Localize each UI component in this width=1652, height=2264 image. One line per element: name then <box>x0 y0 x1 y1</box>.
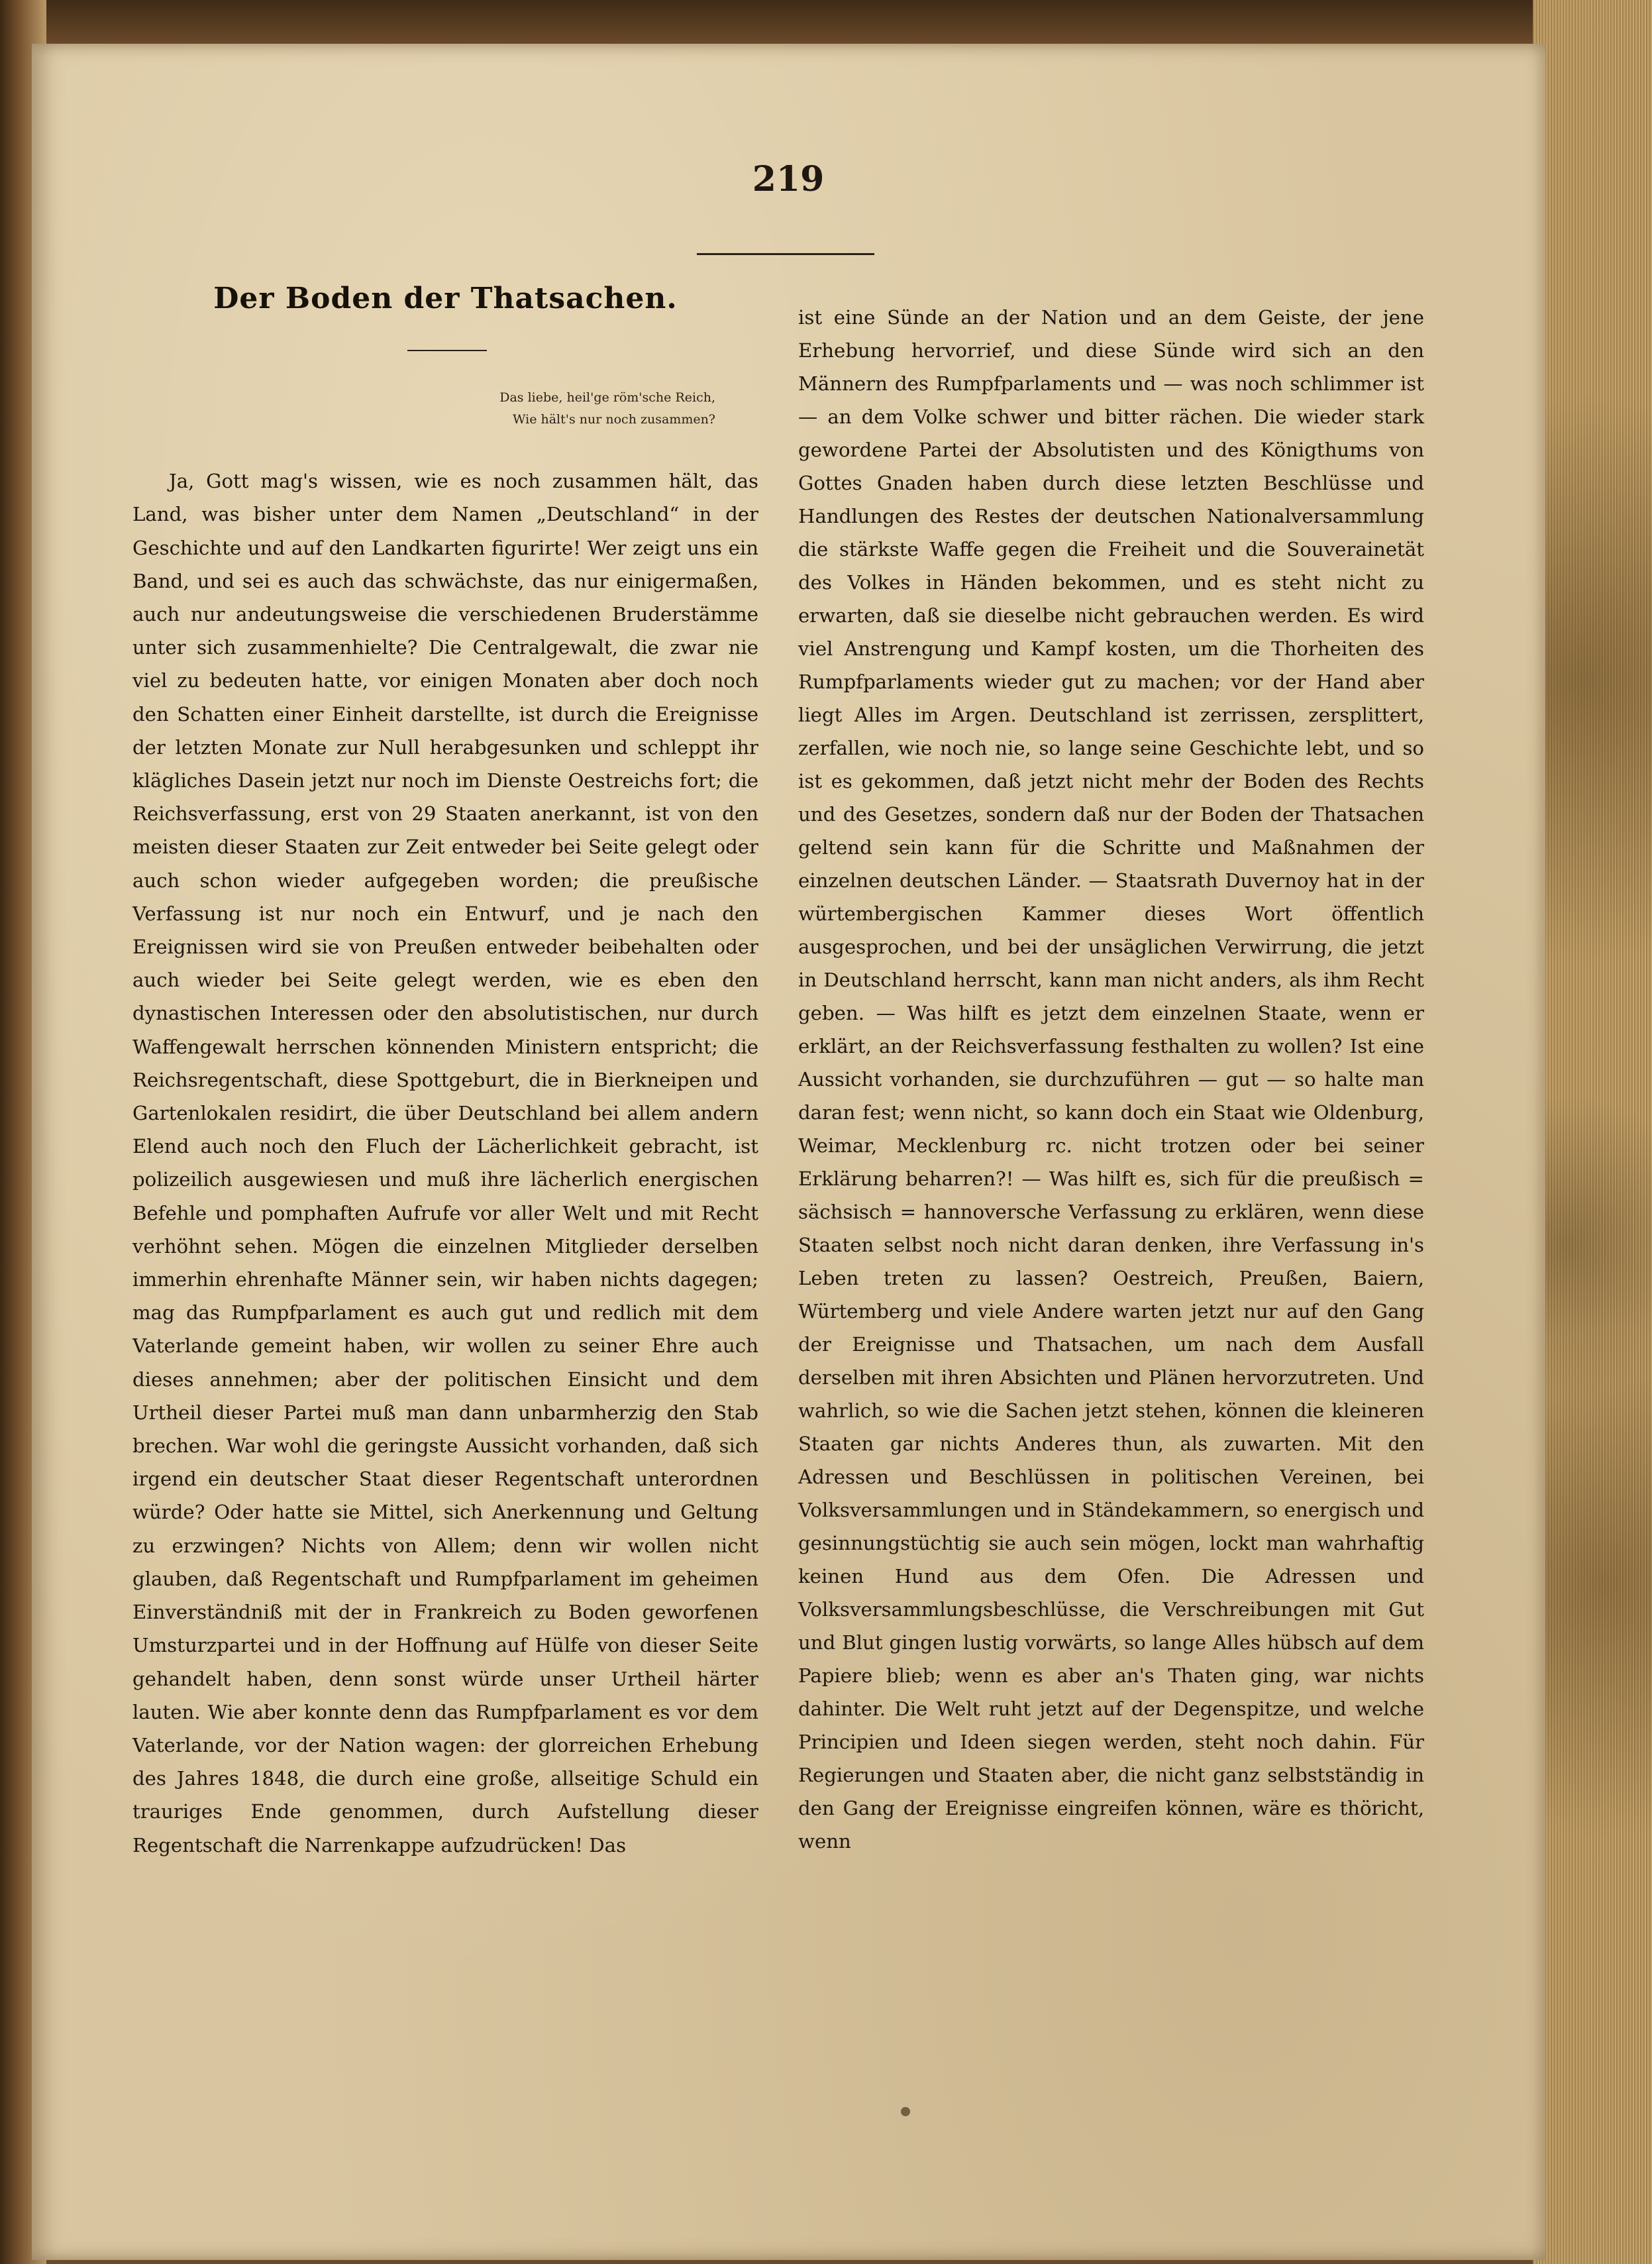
scan-top-edge <box>0 0 1652 46</box>
page-number: 219 <box>752 159 825 199</box>
paragraph-right: ist eine Sünde an der Nation und an dem Geiste, der jene Erhebung hervorrief, und diese Sünde wird sich an den Männern des Rumpfparlaments und — was noch schlimmer ist — an dem Volke schwer und bitter rächen. Die wieder stark gewordene Partei der Absolutisten und des Königthums von Gottes Gnaden haben durch diese letzten Beschlüsse und Handlungen des Restes der deutschen Nationalversammlung die stärkste Waffe gegen die Freiheit und die Souverainetät des Volkes in Händen bekommen, und es steht nicht zu erwarten, daß sie dieselbe nicht gebrauchen werden. Es wird viel Anstrengung und Kampf kosten, um die Thorheiten des Rumpfparlaments wieder gut zu machen; vor der Hand aber liegt Alles im Argen. Deutschland ist zerrissen, zersplittert, zerfallen, wie noch nie, so lange seine Geschichte lebt, und so ist es gekommen, daß jetzt nicht mehr der Boden des Rechts und des Gesetzes, sondern daß nur der Boden der Thatsachen geltend sein kann für die Schritte und Maßnahmen der einzelnen deutschen Länder. — Staatsrath Duvernoy hat in der würtembergischen Kammer dieses Wort öffentlich ausgesprochen, und bei der unsäglichen Verwirrung, die jetzt in Deutschland herrscht, kann man nicht anders, als ihm Recht geben. — Was hilft es jetzt dem einzelnen Staate, wenn er erklärt, an der Reichsverfassung festhalten zu wollen? Ist eine Aussicht vorhanden, sie durchzuführen — gut — so halte man daran fest; wenn nicht, so kann doch ein Staat wie Oldenburg, Weimar, Mecklenburg rc. nicht trotzen oder bei seiner Erklärung beharren?! — Was hilft es, sich für die preußisch = sächsisch = hannoversche Verfassung zu erklären, wenn diese Staaten selbst noch nicht daran denken, ihre Verfassung in's Leben treten zu lassen? Oestreich, Preußen, Baiern, Würtemberg und viele Andere warten jetzt nur auf den Gang der Ereignisse und Thatsachen, um nach dem Ausfall derselben mit ihren Absichten und Plänen hervorzutreten. Und wahrlich, so wie die Sachen jetzt stehen, können die kleineren Staaten gar nichts Anderes thun, als zuwarten. Mit den Adressen und Beschlüssen in politischen Vereinen, bei Volksversammlungen und in Ständekammern, so energisch und gesinnungstüchtig sie auch sein mögen, lockt man wahrhaftig keinen Hund aus dem Ofen. Die Adressen und Volksversammlungsbeschlüsse, die Verschreibungen mit Gut und Blut gingen lustig vorwärts, so lange Alles hübsch auf dem Papiere blieb; wenn es aber an's Thaten ging, war nichts dahinter. Die Welt ruht jetzt auf der Degenspitze, und welche Principien und Ideen siegen werden, steht noch dahin. Für Regierungen und Staaten aber, die nicht ganz selbstständig in den Gang der Ereignisse eingreifen können, wäre es thöricht, wenn <box>798 306 1424 1853</box>
paragraph-left: Ja, Gott mag's wissen, wie es noch zusammen hält, das Land, was bisher unter dem Namen „Deutschland“ in der Geschichte und auf den Landkarten figurirte! Wer zeigt uns ein Band, und sei es auch das schwächste, das nur einigermaßen, auch nur andeutungsweise die verschiedenen Bruderstämme unter sich zusammenhielte? Die Centralgewalt, die zwar nie viel zu bedeuten hatte, vor einigen Monaten aber doch noch den Schatten einer Einheit darstellte, ist durch die Ereignisse der letzten Monate zur Null herabgesunken und schleppt ihr klägliches Dasein jetzt nur noch im Dienste Oestreichs fort; die Reichsverfassung, erst von 29 Staaten anerkannt, ist von den meisten dieser Staaten zur Zeit entweder bei Seite gelegt oder auch schon wieder aufgegeben worden; die preußische Verfassung ist nur noch ein Entwurf, und je nach den Ereignissen wird sie von Preußen entweder beibehalten oder auch wieder bei Seite gelegt werden, wie es eben den dynastischen Interessen oder den absolutistischen, nur durch Waffengewalt herrschen könnenden Ministern entspricht; die Reichsregentschaft, diese Spottgeburt, die in Bierkneipen und Gartenlokalen residirt, die über Deutschland bei allem andern Elend auch noch den Fluch der Lächerlichkeit gebracht, ist polizeilich ausgewiesen und muß ihre lächerlich energischen Befehle und pomphaften Aufrufe vor aller Welt und mit Recht verhöhnt sehen. Mögen die einzelnen Mitglieder derselben immerhin ehrenhafte Männer sein, wir haben nichts dagegen; mag das Rumpfparlament es auch gut und redlich mit dem Vaterlande gemeint haben, wir wollen zu seiner Ehre auch dieses annehmen; aber der politischen Einsicht und dem Urtheil dieser Partei muß man dann unbarmherzig den Stab brechen. War wohl die geringste Aussicht vorhanden, daß sich irgend ein deutscher Staat dieser Regentschaft unterordnen würde? Oder hatte sie Mittel, sich Anerkennung und Geltung zu erzwingen? Nichts von Allem; denn wir wollen nicht glauben, daß Regentschaft und Rumpfparlament im geheimen Einverständniß mit der in Frankreich zu Boden geworfenen Umsturzpartei und in der Hoffnung auf Hülfe von dieser Seite gehandelt haben, denn sonst würde unser Urtheil härter lauten. Wie aber konnte denn das Rumpfparlament es vor dem Vaterlande, vor der Nation wagen: der glorreichen Erhebung des Jahres 1848, die durch eine große, allseitige Schuld ein trauriges Ende genommen, durch Aufstellung dieser Regentschaft die Narrenkappe aufzudrücken! Das <box>132 470 758 1857</box>
column-left <box>132 445 758 1881</box>
page-number-rule <box>697 253 874 255</box>
article-title: Der Boden der Thatsachen. <box>213 282 678 315</box>
epigraph-line: Das liebe, heil'ge röm'sche Reich, <box>499 390 715 405</box>
book-page-edges <box>1533 0 1652 2264</box>
epigraph-line: Wie hält's nur noch zusammen? <box>512 412 715 427</box>
column-right <box>798 282 1424 1877</box>
ink-spot <box>901 2107 910 2116</box>
title-rule <box>407 350 487 351</box>
epigraph <box>397 387 715 431</box>
